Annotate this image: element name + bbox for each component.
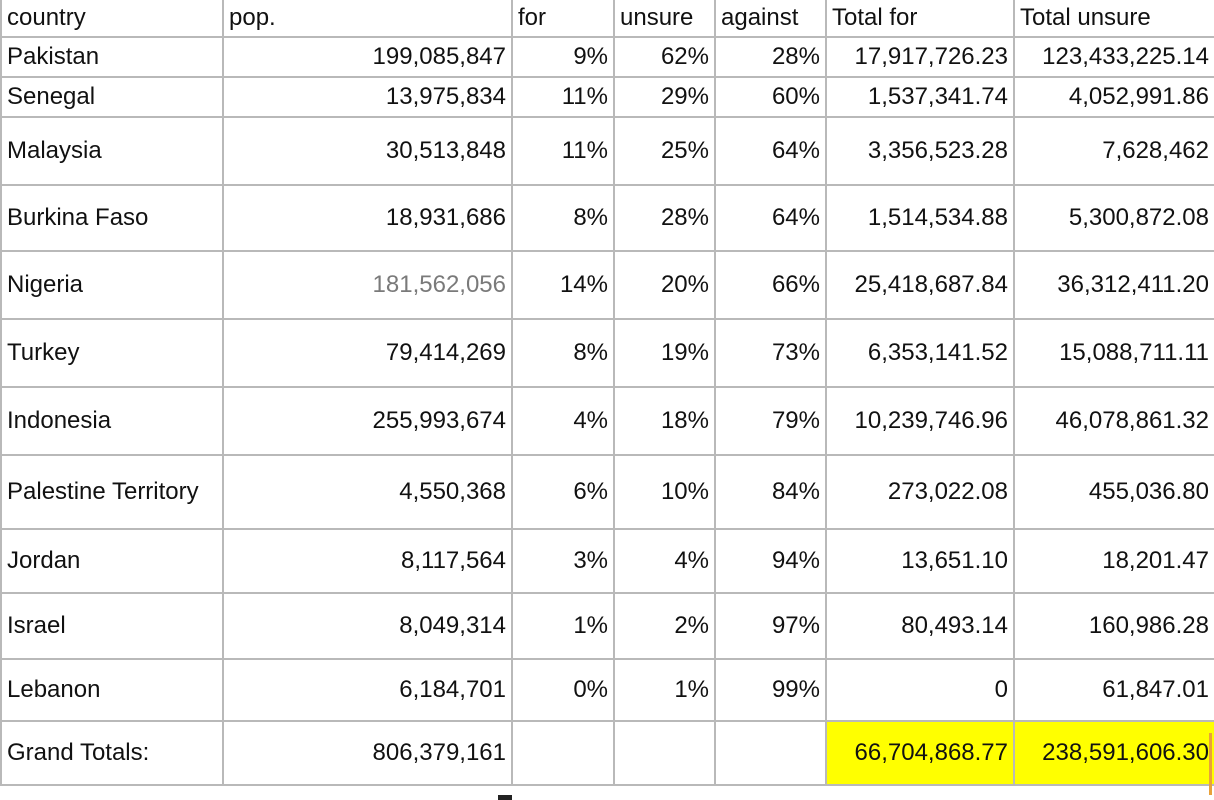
cell-for[interactable]: 6%	[512, 455, 614, 529]
header-pop[interactable]: pop.	[223, 0, 512, 37]
cell-total-unsure[interactable]: 15,088,711.11	[1014, 319, 1214, 387]
cell-for[interactable]: 8%	[512, 185, 614, 251]
cell-unsure[interactable]: 19%	[614, 319, 715, 387]
cell-pop[interactable]: 6,184,701	[223, 659, 512, 721]
cell-pop[interactable]: 255,993,674	[223, 387, 512, 455]
cell-unsure[interactable]: 20%	[614, 251, 715, 319]
selection-edge-marker	[1209, 733, 1212, 795]
cell-against[interactable]: 97%	[715, 593, 826, 659]
cell-pop[interactable]: 13,975,834	[223, 77, 512, 117]
cell-against[interactable]: 64%	[715, 117, 826, 185]
cell-for[interactable]: 0%	[512, 659, 614, 721]
cell-country[interactable]: Turkey	[1, 319, 223, 387]
table-row	[1, 529, 1214, 593]
cell-country[interactable]: Palestine Territory	[1, 455, 223, 529]
cell-pop[interactable]: 181,562,056	[223, 251, 512, 319]
cell-for[interactable]: 11%	[512, 77, 614, 117]
cell-for[interactable]: 3%	[512, 529, 614, 593]
cell-pop[interactable]: 8,049,314	[223, 593, 512, 659]
table-row	[1, 659, 1214, 721]
table-row	[1, 455, 1214, 529]
grand-total-for[interactable]: 66,704,868.77	[826, 721, 1014, 785]
cell-unsure[interactable]: 1%	[614, 659, 715, 721]
cell-for[interactable]: 1%	[512, 593, 614, 659]
cell-unsure[interactable]: 62%	[614, 37, 715, 77]
table-row	[1, 387, 1214, 455]
cell-against[interactable]: 73%	[715, 319, 826, 387]
grand-total-pop[interactable]: 806,379,161	[223, 721, 512, 785]
cell-unsure[interactable]: 28%	[614, 185, 715, 251]
table-row	[1, 593, 1214, 659]
cell-unsure[interactable]: 29%	[614, 77, 715, 117]
cell-against[interactable]: 79%	[715, 387, 826, 455]
cell-total-unsure[interactable]: 4,052,991.86	[1014, 77, 1214, 117]
empty-cell[interactable]	[614, 721, 715, 785]
cell-unsure[interactable]: 18%	[614, 387, 715, 455]
cell-for[interactable]: 4%	[512, 387, 614, 455]
cell-total-for[interactable]: 17,917,726.23	[826, 37, 1014, 77]
cell-against[interactable]: 84%	[715, 455, 826, 529]
fill-handle[interactable]	[498, 795, 512, 800]
table-row	[1, 117, 1214, 185]
cell-country[interactable]: Nigeria	[1, 251, 223, 319]
cell-country[interactable]: Senegal	[1, 77, 223, 117]
cell-against[interactable]: 99%	[715, 659, 826, 721]
empty-cell[interactable]	[715, 721, 826, 785]
cell-for[interactable]: 8%	[512, 319, 614, 387]
header-total-unsure[interactable]: Total unsure	[1014, 0, 1214, 37]
cell-country[interactable]: Indonesia	[1, 387, 223, 455]
cell-total-for[interactable]: 273,022.08	[826, 455, 1014, 529]
cell-for[interactable]: 9%	[512, 37, 614, 77]
cell-total-for[interactable]: 1,537,341.74	[826, 77, 1014, 117]
cell-for[interactable]: 11%	[512, 117, 614, 185]
cell-country[interactable]: Lebanon	[1, 659, 223, 721]
cell-pop[interactable]: 199,085,847	[223, 37, 512, 77]
table-row	[1, 251, 1214, 319]
cell-unsure[interactable]: 25%	[614, 117, 715, 185]
cell-unsure[interactable]: 4%	[614, 529, 715, 593]
cell-country[interactable]: Israel	[1, 593, 223, 659]
cell-country[interactable]: Malaysia	[1, 117, 223, 185]
cell-unsure[interactable]: 2%	[614, 593, 715, 659]
table-row	[1, 185, 1214, 251]
cell-total-unsure[interactable]: 18,201.47	[1014, 529, 1214, 593]
grand-totals-row	[1, 721, 1214, 785]
cell-total-for[interactable]: 1,514,534.88	[826, 185, 1014, 251]
header-country[interactable]: country	[1, 0, 223, 37]
cell-pop[interactable]: 8,117,564	[223, 529, 512, 593]
grand-totals-label[interactable]: Grand Totals:	[1, 721, 223, 785]
cell-total-unsure[interactable]: 61,847.01	[1014, 659, 1214, 721]
cell-country[interactable]: Jordan	[1, 529, 223, 593]
cell-against[interactable]: 66%	[715, 251, 826, 319]
grand-total-unsure[interactable]: 238,591,606.30	[1014, 721, 1214, 785]
cell-country[interactable]: Burkina Faso	[1, 185, 223, 251]
cell-against[interactable]: 94%	[715, 529, 826, 593]
cell-total-for[interactable]: 6,353,141.52	[826, 319, 1014, 387]
header-against[interactable]: against	[715, 0, 826, 37]
cell-unsure[interactable]: 10%	[614, 455, 715, 529]
cell-total-unsure[interactable]: 123,433,225.14	[1014, 37, 1214, 77]
header-total-for[interactable]: Total for	[826, 0, 1014, 37]
cell-pop[interactable]: 4,550,368	[223, 455, 512, 529]
cell-total-for[interactable]: 3,356,523.28	[826, 117, 1014, 185]
cell-against[interactable]: 28%	[715, 37, 826, 77]
header-for[interactable]: for	[512, 0, 614, 37]
cell-total-for[interactable]: 0	[826, 659, 1014, 721]
table-row	[1, 319, 1214, 387]
empty-cell[interactable]	[512, 721, 614, 785]
cell-total-unsure[interactable]: 36,312,411.20	[1014, 251, 1214, 319]
cell-against[interactable]: 60%	[715, 77, 826, 117]
cell-total-unsure[interactable]: 160,986.28	[1014, 593, 1214, 659]
cell-total-for[interactable]: 25,418,687.84	[826, 251, 1014, 319]
cell-total-for[interactable]: 80,493.14	[826, 593, 1014, 659]
cell-total-unsure[interactable]: 5,300,872.08	[1014, 185, 1214, 251]
cell-for[interactable]: 14%	[512, 251, 614, 319]
cell-total-unsure[interactable]: 455,036.80	[1014, 455, 1214, 529]
table-row	[1, 37, 1214, 77]
cell-total-unsure[interactable]: 46,078,861.32	[1014, 387, 1214, 455]
header-unsure[interactable]: unsure	[614, 0, 715, 37]
table-row	[1, 77, 1214, 117]
header-row	[1, 0, 1214, 37]
cell-pop[interactable]: 18,931,686	[223, 185, 512, 251]
cell-pop[interactable]: 30,513,848	[223, 117, 512, 185]
cell-pop[interactable]: 79,414,269	[223, 319, 512, 387]
cell-total-for[interactable]: 10,239,746.96	[826, 387, 1014, 455]
cell-total-for[interactable]: 13,651.10	[826, 529, 1014, 593]
cell-total-unsure[interactable]: 7,628,462	[1014, 117, 1214, 185]
cell-country[interactable]: Pakistan	[1, 37, 223, 77]
cell-against[interactable]: 64%	[715, 185, 826, 251]
